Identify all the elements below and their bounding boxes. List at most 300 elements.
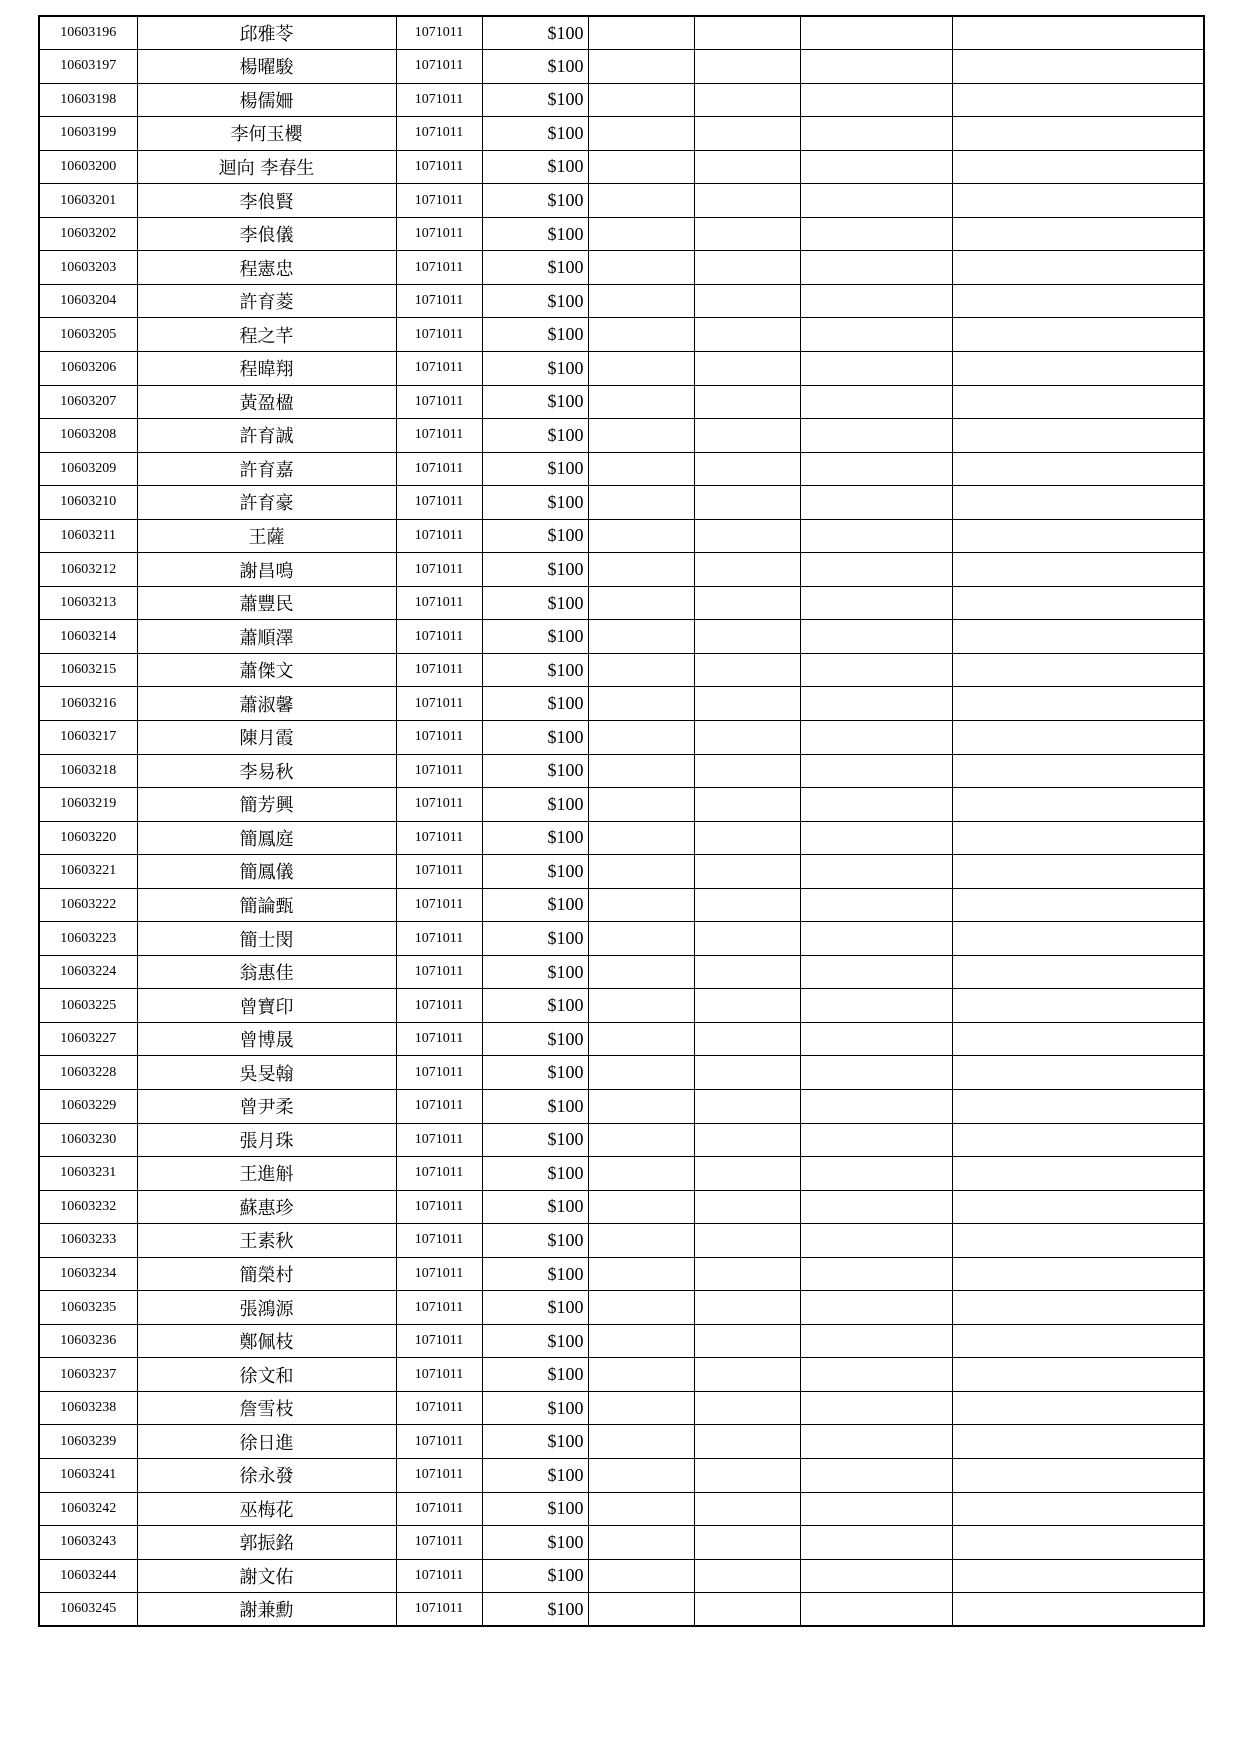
donor-name-cell: 李易秋 bbox=[137, 754, 396, 788]
receipt-number-cell: 10603235 bbox=[39, 1291, 137, 1325]
empty-cell bbox=[694, 1022, 800, 1056]
empty-cell bbox=[588, 1291, 694, 1325]
empty-cell bbox=[800, 1593, 952, 1627]
empty-cell bbox=[588, 788, 694, 822]
empty-cell bbox=[588, 1593, 694, 1627]
table-row bbox=[39, 720, 1204, 754]
empty-cell bbox=[588, 1358, 694, 1392]
donation-date-cell: 1071011 bbox=[396, 653, 482, 687]
empty-cell bbox=[952, 955, 1204, 989]
table-row bbox=[39, 687, 1204, 721]
empty-cell bbox=[694, 1324, 800, 1358]
amount-cell: $100 bbox=[482, 1123, 588, 1157]
table-row bbox=[39, 83, 1204, 117]
donation-date-cell: 1071011 bbox=[396, 922, 482, 956]
empty-cell bbox=[694, 1391, 800, 1425]
empty-cell bbox=[694, 217, 800, 251]
empty-cell bbox=[800, 620, 952, 654]
empty-cell bbox=[588, 1492, 694, 1526]
amount-cell: $100 bbox=[482, 318, 588, 352]
empty-cell bbox=[588, 117, 694, 151]
empty-cell bbox=[588, 251, 694, 285]
empty-cell bbox=[952, 922, 1204, 956]
empty-cell bbox=[588, 351, 694, 385]
donation-date-cell: 1071011 bbox=[396, 1526, 482, 1560]
receipt-number-cell: 10603241 bbox=[39, 1459, 137, 1493]
table-row bbox=[39, 989, 1204, 1023]
amount-cell: $100 bbox=[482, 653, 588, 687]
empty-cell bbox=[694, 720, 800, 754]
empty-cell bbox=[952, 150, 1204, 184]
empty-cell bbox=[588, 1190, 694, 1224]
empty-cell bbox=[588, 1425, 694, 1459]
amount-cell: $100 bbox=[482, 150, 588, 184]
empty-cell bbox=[800, 16, 952, 50]
donation-date-cell: 1071011 bbox=[396, 687, 482, 721]
receipt-number-cell: 10603201 bbox=[39, 184, 137, 218]
donation-date-cell: 1071011 bbox=[396, 1224, 482, 1258]
empty-cell bbox=[800, 1526, 952, 1560]
empty-cell bbox=[694, 16, 800, 50]
empty-cell bbox=[588, 687, 694, 721]
empty-cell bbox=[952, 1593, 1204, 1627]
amount-cell: $100 bbox=[482, 251, 588, 285]
table-row bbox=[39, 284, 1204, 318]
donor-name-cell: 許育嘉 bbox=[137, 452, 396, 486]
donor-name-cell: 楊儒姍 bbox=[137, 83, 396, 117]
table-row bbox=[39, 1123, 1204, 1157]
amount-cell: $100 bbox=[482, 351, 588, 385]
table-row bbox=[39, 1324, 1204, 1358]
amount-cell: $100 bbox=[482, 620, 588, 654]
empty-cell bbox=[694, 888, 800, 922]
table-row bbox=[39, 1593, 1204, 1627]
donor-name-cell: 李何玉櫻 bbox=[137, 117, 396, 151]
empty-cell bbox=[800, 519, 952, 553]
empty-cell bbox=[588, 519, 694, 553]
empty-cell bbox=[952, 217, 1204, 251]
donor-name-cell: 簡論甄 bbox=[137, 888, 396, 922]
receipt-number-cell: 10603222 bbox=[39, 888, 137, 922]
table-row bbox=[39, 922, 1204, 956]
receipt-number-cell: 10603216 bbox=[39, 687, 137, 721]
donation-date-cell: 1071011 bbox=[396, 788, 482, 822]
empty-cell bbox=[952, 653, 1204, 687]
donation-ledger-table bbox=[38, 15, 1205, 1627]
empty-cell bbox=[800, 1291, 952, 1325]
amount-cell: $100 bbox=[482, 1425, 588, 1459]
donation-date-cell: 1071011 bbox=[396, 1291, 482, 1325]
donation-date-cell: 1071011 bbox=[396, 1090, 482, 1124]
empty-cell bbox=[588, 955, 694, 989]
receipt-number-cell: 10603220 bbox=[39, 821, 137, 855]
donor-name-cell: 程暐翔 bbox=[137, 351, 396, 385]
donation-date-cell: 1071011 bbox=[396, 754, 482, 788]
ledger-body bbox=[39, 16, 1204, 1626]
empty-cell bbox=[800, 720, 952, 754]
table-row bbox=[39, 486, 1204, 520]
table-row bbox=[39, 385, 1204, 419]
empty-cell bbox=[952, 1459, 1204, 1493]
empty-cell bbox=[588, 1022, 694, 1056]
donation-date-cell: 1071011 bbox=[396, 184, 482, 218]
empty-cell bbox=[588, 150, 694, 184]
empty-cell bbox=[952, 519, 1204, 553]
amount-cell: $100 bbox=[482, 1056, 588, 1090]
empty-cell bbox=[694, 687, 800, 721]
empty-cell bbox=[588, 1257, 694, 1291]
empty-cell bbox=[588, 284, 694, 318]
empty-cell bbox=[694, 855, 800, 889]
empty-cell bbox=[588, 184, 694, 218]
donation-date-cell: 1071011 bbox=[396, 1257, 482, 1291]
receipt-number-cell: 10603203 bbox=[39, 251, 137, 285]
empty-cell bbox=[800, 1324, 952, 1358]
donation-date-cell: 1071011 bbox=[396, 1190, 482, 1224]
table-row bbox=[39, 788, 1204, 822]
amount-cell: $100 bbox=[482, 217, 588, 251]
amount-cell: $100 bbox=[482, 1559, 588, 1593]
receipt-number-cell: 10603230 bbox=[39, 1123, 137, 1157]
amount-cell: $100 bbox=[482, 1593, 588, 1627]
empty-cell bbox=[800, 217, 952, 251]
amount-cell: $100 bbox=[482, 1224, 588, 1258]
table-row bbox=[39, 1022, 1204, 1056]
receipt-number-cell: 10603213 bbox=[39, 586, 137, 620]
donor-name-cell: 黃盈楹 bbox=[137, 385, 396, 419]
empty-cell bbox=[800, 419, 952, 453]
amount-cell: $100 bbox=[482, 955, 588, 989]
empty-cell bbox=[800, 989, 952, 1023]
amount-cell: $100 bbox=[482, 385, 588, 419]
empty-cell bbox=[952, 184, 1204, 218]
donor-name-cell: 巫梅花 bbox=[137, 1492, 396, 1526]
receipt-number-cell: 10603218 bbox=[39, 754, 137, 788]
amount-cell: $100 bbox=[482, 50, 588, 84]
receipt-number-cell: 10603234 bbox=[39, 1257, 137, 1291]
empty-cell bbox=[800, 452, 952, 486]
empty-cell bbox=[588, 1391, 694, 1425]
donor-name-cell: 張鴻源 bbox=[137, 1291, 396, 1325]
empty-cell bbox=[952, 788, 1204, 822]
donor-name-cell: 王進斛 bbox=[137, 1157, 396, 1191]
amount-cell: $100 bbox=[482, 922, 588, 956]
receipt-number-cell: 10603224 bbox=[39, 955, 137, 989]
receipt-number-cell: 10603196 bbox=[39, 16, 137, 50]
empty-cell bbox=[800, 687, 952, 721]
table-row bbox=[39, 351, 1204, 385]
amount-cell: $100 bbox=[482, 16, 588, 50]
empty-cell bbox=[588, 553, 694, 587]
receipt-number-cell: 10603239 bbox=[39, 1425, 137, 1459]
table-row bbox=[39, 1257, 1204, 1291]
table-row bbox=[39, 150, 1204, 184]
table-row bbox=[39, 586, 1204, 620]
donation-date-cell: 1071011 bbox=[396, 351, 482, 385]
donor-name-cell: 蘇惠珍 bbox=[137, 1190, 396, 1224]
empty-cell bbox=[694, 788, 800, 822]
donor-name-cell: 徐文和 bbox=[137, 1358, 396, 1392]
empty-cell bbox=[952, 1090, 1204, 1124]
amount-cell: $100 bbox=[482, 1291, 588, 1325]
receipt-number-cell: 10603200 bbox=[39, 150, 137, 184]
receipt-number-cell: 10603214 bbox=[39, 620, 137, 654]
amount-cell: $100 bbox=[482, 1526, 588, 1560]
empty-cell bbox=[694, 184, 800, 218]
donor-name-cell: 詹雪枝 bbox=[137, 1391, 396, 1425]
empty-cell bbox=[694, 284, 800, 318]
donation-date-cell: 1071011 bbox=[396, 1559, 482, 1593]
empty-cell bbox=[588, 1157, 694, 1191]
empty-cell bbox=[694, 1157, 800, 1191]
empty-cell bbox=[800, 1224, 952, 1258]
amount-cell: $100 bbox=[482, 1157, 588, 1191]
empty-cell bbox=[952, 1324, 1204, 1358]
empty-cell bbox=[952, 888, 1204, 922]
amount-cell: $100 bbox=[482, 687, 588, 721]
amount-cell: $100 bbox=[482, 1391, 588, 1425]
receipt-number-cell: 10603198 bbox=[39, 83, 137, 117]
empty-cell bbox=[588, 1459, 694, 1493]
receipt-number-cell: 10603217 bbox=[39, 720, 137, 754]
amount-cell: $100 bbox=[482, 1492, 588, 1526]
empty-cell bbox=[800, 1022, 952, 1056]
empty-cell bbox=[588, 620, 694, 654]
donation-date-cell: 1071011 bbox=[396, 117, 482, 151]
donor-name-cell: 鄭佩枝 bbox=[137, 1324, 396, 1358]
donor-name-cell: 徐日進 bbox=[137, 1425, 396, 1459]
donation-date-cell: 1071011 bbox=[396, 150, 482, 184]
donation-date-cell: 1071011 bbox=[396, 1022, 482, 1056]
empty-cell bbox=[588, 586, 694, 620]
receipt-number-cell: 10603228 bbox=[39, 1056, 137, 1090]
donor-name-cell: 謝兼勳 bbox=[137, 1593, 396, 1627]
empty-cell bbox=[694, 1425, 800, 1459]
donation-date-cell: 1071011 bbox=[396, 1425, 482, 1459]
empty-cell bbox=[800, 788, 952, 822]
empty-cell bbox=[800, 586, 952, 620]
empty-cell bbox=[588, 83, 694, 117]
amount-cell: $100 bbox=[482, 519, 588, 553]
receipt-number-cell: 10603211 bbox=[39, 519, 137, 553]
empty-cell bbox=[800, 1157, 952, 1191]
empty-cell bbox=[694, 553, 800, 587]
empty-cell bbox=[694, 620, 800, 654]
empty-cell bbox=[588, 653, 694, 687]
empty-cell bbox=[800, 1257, 952, 1291]
empty-cell bbox=[952, 1123, 1204, 1157]
empty-cell bbox=[694, 83, 800, 117]
empty-cell bbox=[588, 217, 694, 251]
empty-cell bbox=[588, 50, 694, 84]
empty-cell bbox=[800, 1492, 952, 1526]
donation-date-cell: 1071011 bbox=[396, 1157, 482, 1191]
empty-cell bbox=[588, 486, 694, 520]
empty-cell bbox=[952, 1224, 1204, 1258]
empty-cell bbox=[952, 1157, 1204, 1191]
empty-cell bbox=[694, 1056, 800, 1090]
empty-cell bbox=[800, 1391, 952, 1425]
empty-cell bbox=[588, 1056, 694, 1090]
donation-date-cell: 1071011 bbox=[396, 1056, 482, 1090]
donor-name-cell: 程憲忠 bbox=[137, 251, 396, 285]
empty-cell bbox=[952, 821, 1204, 855]
amount-cell: $100 bbox=[482, 1324, 588, 1358]
empty-cell bbox=[588, 1090, 694, 1124]
empty-cell bbox=[694, 955, 800, 989]
amount-cell: $100 bbox=[482, 117, 588, 151]
amount-cell: $100 bbox=[482, 1358, 588, 1392]
empty-cell bbox=[694, 351, 800, 385]
table-row bbox=[39, 16, 1204, 50]
amount-cell: $100 bbox=[482, 754, 588, 788]
donor-name-cell: 曾尹柔 bbox=[137, 1090, 396, 1124]
empty-cell bbox=[952, 720, 1204, 754]
donor-name-cell: 徐永發 bbox=[137, 1459, 396, 1493]
empty-cell bbox=[800, 1425, 952, 1459]
empty-cell bbox=[800, 117, 952, 151]
empty-cell bbox=[694, 385, 800, 419]
receipt-number-cell: 10603238 bbox=[39, 1391, 137, 1425]
table-row bbox=[39, 620, 1204, 654]
receipt-number-cell: 10603212 bbox=[39, 553, 137, 587]
donor-name-cell: 許育菱 bbox=[137, 284, 396, 318]
amount-cell: $100 bbox=[482, 1257, 588, 1291]
table-row bbox=[39, 452, 1204, 486]
empty-cell bbox=[800, 754, 952, 788]
receipt-number-cell: 10603205 bbox=[39, 318, 137, 352]
empty-cell bbox=[952, 251, 1204, 285]
amount-cell: $100 bbox=[482, 1190, 588, 1224]
donation-date-cell: 1071011 bbox=[396, 251, 482, 285]
empty-cell bbox=[800, 1459, 952, 1493]
donation-date-cell: 1071011 bbox=[396, 1358, 482, 1392]
empty-cell bbox=[694, 519, 800, 553]
donor-name-cell: 蕭淑馨 bbox=[137, 687, 396, 721]
empty-cell bbox=[952, 318, 1204, 352]
table-row bbox=[39, 553, 1204, 587]
amount-cell: $100 bbox=[482, 586, 588, 620]
empty-cell bbox=[952, 620, 1204, 654]
table-row bbox=[39, 1056, 1204, 1090]
donation-date-cell: 1071011 bbox=[396, 855, 482, 889]
receipt-number-cell: 10603245 bbox=[39, 1593, 137, 1627]
donor-name-cell: 許育豪 bbox=[137, 486, 396, 520]
donation-date-cell: 1071011 bbox=[396, 586, 482, 620]
donor-name-cell: 曾寶印 bbox=[137, 989, 396, 1023]
empty-cell bbox=[694, 50, 800, 84]
donation-date-cell: 1071011 bbox=[396, 419, 482, 453]
table-row bbox=[39, 1358, 1204, 1392]
empty-cell bbox=[952, 351, 1204, 385]
receipt-number-cell: 10603207 bbox=[39, 385, 137, 419]
donor-name-cell: 簡鳳庭 bbox=[137, 821, 396, 855]
empty-cell bbox=[800, 955, 952, 989]
empty-cell bbox=[800, 1559, 952, 1593]
receipt-number-cell: 10603204 bbox=[39, 284, 137, 318]
amount-cell: $100 bbox=[482, 855, 588, 889]
receipt-number-cell: 10603215 bbox=[39, 653, 137, 687]
amount-cell: $100 bbox=[482, 1459, 588, 1493]
receipt-number-cell: 10603227 bbox=[39, 1022, 137, 1056]
donation-date-cell: 1071011 bbox=[396, 284, 482, 318]
table-row bbox=[39, 1425, 1204, 1459]
donation-date-cell: 1071011 bbox=[396, 519, 482, 553]
amount-cell: $100 bbox=[482, 452, 588, 486]
empty-cell bbox=[952, 1291, 1204, 1325]
empty-cell bbox=[952, 855, 1204, 889]
donor-name-cell: 簡鳳儀 bbox=[137, 855, 396, 889]
empty-cell bbox=[694, 117, 800, 151]
empty-cell bbox=[588, 318, 694, 352]
amount-cell: $100 bbox=[482, 1090, 588, 1124]
receipt-number-cell: 10603199 bbox=[39, 117, 137, 151]
donor-name-cell: 邱雅苓 bbox=[137, 16, 396, 50]
amount-cell: $100 bbox=[482, 553, 588, 587]
donor-name-cell: 翁惠佳 bbox=[137, 955, 396, 989]
receipt-number-cell: 10603219 bbox=[39, 788, 137, 822]
empty-cell bbox=[588, 754, 694, 788]
empty-cell bbox=[694, 1090, 800, 1124]
empty-cell bbox=[694, 653, 800, 687]
table-row bbox=[39, 50, 1204, 84]
receipt-number-cell: 10603223 bbox=[39, 922, 137, 956]
table-row bbox=[39, 653, 1204, 687]
empty-cell bbox=[800, 50, 952, 84]
empty-cell bbox=[800, 855, 952, 889]
donor-name-cell: 張月珠 bbox=[137, 1123, 396, 1157]
donor-name-cell: 謝昌鳴 bbox=[137, 553, 396, 587]
donation-date-cell: 1071011 bbox=[396, 1459, 482, 1493]
donor-name-cell: 迴向 李春生 bbox=[137, 150, 396, 184]
empty-cell bbox=[694, 1291, 800, 1325]
empty-cell bbox=[952, 1425, 1204, 1459]
empty-cell bbox=[694, 754, 800, 788]
empty-cell bbox=[694, 1559, 800, 1593]
donation-date-cell: 1071011 bbox=[396, 821, 482, 855]
empty-cell bbox=[952, 83, 1204, 117]
empty-cell bbox=[694, 1358, 800, 1392]
empty-cell bbox=[588, 720, 694, 754]
donation-date-cell: 1071011 bbox=[396, 720, 482, 754]
empty-cell bbox=[694, 922, 800, 956]
donation-date-cell: 1071011 bbox=[396, 16, 482, 50]
table-row bbox=[39, 1559, 1204, 1593]
receipt-number-cell: 10603209 bbox=[39, 452, 137, 486]
receipt-number-cell: 10603232 bbox=[39, 1190, 137, 1224]
empty-cell bbox=[694, 452, 800, 486]
donation-date-cell: 1071011 bbox=[396, 50, 482, 84]
empty-cell bbox=[800, 385, 952, 419]
table-row bbox=[39, 1291, 1204, 1325]
donor-name-cell: 楊曜駿 bbox=[137, 50, 396, 84]
amount-cell: $100 bbox=[482, 989, 588, 1023]
empty-cell bbox=[694, 1224, 800, 1258]
donation-date-cell: 1071011 bbox=[396, 1391, 482, 1425]
donation-date-cell: 1071011 bbox=[396, 452, 482, 486]
empty-cell bbox=[588, 1526, 694, 1560]
donor-name-cell: 簡士閔 bbox=[137, 922, 396, 956]
donor-name-cell: 王薩 bbox=[137, 519, 396, 553]
receipt-number-cell: 10603202 bbox=[39, 217, 137, 251]
empty-cell bbox=[952, 754, 1204, 788]
empty-cell bbox=[694, 1190, 800, 1224]
table-row bbox=[39, 519, 1204, 553]
empty-cell bbox=[694, 419, 800, 453]
table-row bbox=[39, 217, 1204, 251]
empty-cell bbox=[800, 922, 952, 956]
empty-cell bbox=[588, 385, 694, 419]
